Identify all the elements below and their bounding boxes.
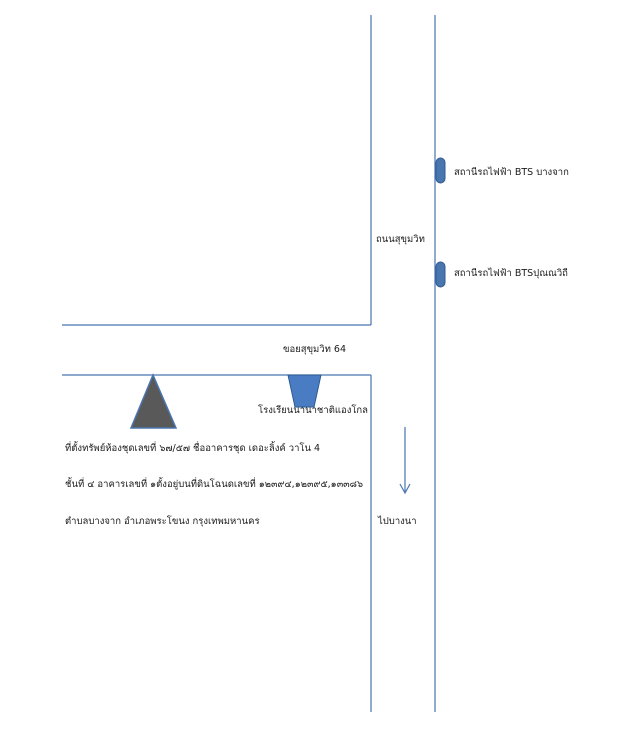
property-description-line-3: ตำบลบางจาก อำเภอพระโขนง กรุงเทพมหานคร	[65, 516, 260, 527]
property-description-line-1: ที่ตั้งทรัพย์ห้องชุดเลขที่ ๖๗/๕๗ ชื่ออาคารชุด เดอะลิ้งค์ วาโน 4	[65, 443, 321, 454]
bts-punnawithi-label: สถานีรถไฟฟ้า BTSปุณณวิถี	[454, 268, 568, 279]
to-bangna-label: ไปบางนา	[378, 516, 417, 527]
school-marker-trapezoid	[288, 375, 321, 407]
property-location-triangle	[131, 375, 176, 428]
sukhumvit-road-label: ถนนสุขุมวิท	[376, 234, 425, 245]
bts-punnawithi-station-marker	[436, 262, 445, 287]
property-description-line-2: ชั้นที่ ๔ อาคารเลขที่ ๑ตั้งอยู่บนที่ดินโฉนดเลขที่ ๑๒๓๙๔,๑๒๓๙๕,๑๓๓๘๖	[65, 479, 364, 490]
bts-bangchak-label: สถานีรถไฟฟ้า BTS บางจาก	[454, 167, 569, 178]
soi-sukhumvit-64-label: ขอยสุขุมวิท 64	[283, 344, 347, 355]
school-label: โรงเรียนนานาชาติแองโกล	[258, 405, 369, 416]
bts-bangchak-station-marker	[436, 158, 445, 183]
